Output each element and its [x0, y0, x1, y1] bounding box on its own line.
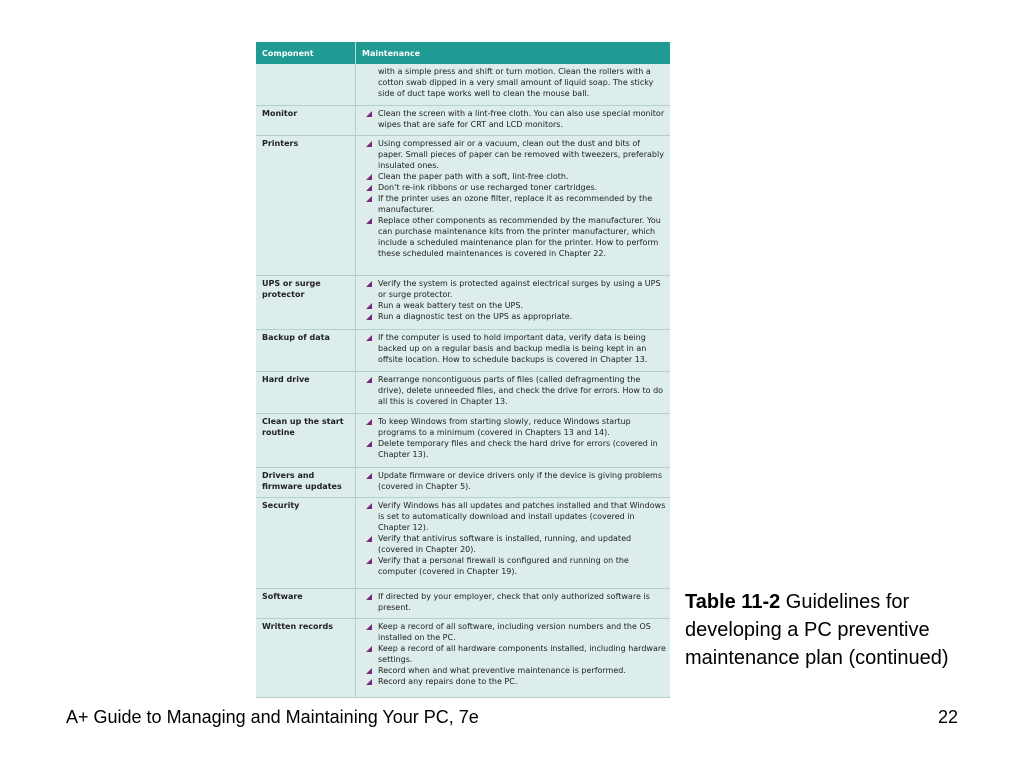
maintenance-text: Verify that a personal firewall is configured and running on the computer (covered in Chapter 19).: [378, 556, 629, 577]
maintenance-item: [360, 621, 666, 643]
bullet-triangle-icon: [366, 303, 372, 309]
maintenance-text: Keep a record of all hardware components installed, including hardware settings.: [378, 644, 666, 665]
table-row: [256, 106, 670, 136]
bullet-triangle-icon: [366, 335, 372, 341]
maintenance-item: [360, 643, 666, 665]
maintenance-cell: [356, 106, 671, 136]
caption-text: Guidelines for developing a PC preventive maintenance plan (continued): [685, 591, 949, 669]
maintenance-cell: [356, 498, 671, 589]
bullet-triangle-icon: [366, 503, 372, 509]
component-cell: Printers: [256, 135, 356, 275]
bullet-triangle-icon: [366, 473, 372, 479]
component-cell: Security: [256, 498, 356, 589]
table-row: [256, 589, 670, 619]
table-row: [256, 64, 670, 106]
maintenance-text: If the computer is used to hold important data, verify data is being backed up on a regular basis and backup media is being kept in an offsite location. How to schedule backups is covered in Chapter 13.: [378, 332, 648, 364]
component-cell: Hard drive: [256, 372, 356, 414]
maintenance-text: Using compressed air or a vacuum, clean out the dust and bits of paper. Small pieces of paper can be removed with tweezers, preferably insulated ones.: [378, 138, 664, 170]
table-caption: [685, 588, 955, 672]
maintenance-item: [360, 215, 666, 259]
component-cell: UPS or surge protector: [256, 275, 356, 329]
maintenance-item: [360, 332, 666, 365]
footer-book-title: A+ Guide to Managing and Maintaining Your PC, 7e: [66, 707, 479, 727]
maintenance-text: Verify that antivirus software is installed, running, and updated (covered in Chapter 20).: [378, 534, 632, 555]
maintenance-item: [360, 193, 666, 215]
maintenance-text: Verify Windows has all updates and patches installed and that Windows is set to automatically download and install updates (covered in Chapter 12).: [378, 501, 666, 533]
maintenance-cell: [356, 414, 671, 468]
maintenance-text: Clean the screen with a lint-free cloth. You can also use special monitor wipes that are safe for CRT and LCD monitors.: [378, 109, 665, 130]
table-row: [256, 468, 670, 498]
maintenance-item: [360, 311, 666, 322]
maintenance-cell: [356, 372, 671, 414]
table-body: [256, 64, 670, 698]
maintenance-text: Update firmware or device drivers only if the device is giving problems (covered in Chapter 5).: [378, 471, 663, 492]
caption-label: Table 11-2: [685, 591, 781, 613]
maintenance-text: Verify the system is protected against electrical surges by using a UPS or surge protector.: [378, 278, 661, 299]
maintenance-item: [360, 470, 666, 492]
table-header-row: [256, 42, 670, 64]
bullet-triangle-icon: [366, 624, 372, 630]
bullet-triangle-icon: [366, 594, 372, 600]
component-cell: Drivers and firmware updates: [256, 468, 356, 498]
maintenance-text: Record when and what preventive maintenance is performed.: [378, 666, 626, 676]
table-row: [256, 329, 670, 371]
bullet-triangle-icon: [366, 218, 372, 224]
header-component: Component: [256, 42, 356, 64]
maintenance-item: [360, 108, 666, 130]
maintenance-item: [360, 665, 666, 676]
header-maintenance: Maintenance: [356, 42, 671, 64]
bullet-triangle-icon: [366, 314, 372, 320]
bullet-triangle-icon: [366, 281, 372, 287]
maintenance-table: [256, 42, 670, 698]
maintenance-cell: [356, 468, 671, 498]
maintenance-item: [360, 138, 666, 171]
maintenance-cell: [356, 135, 671, 275]
maintenance-text: Replace other components as recommended by the manufacturer. You can purchase maintenance kits from the printer manufacturer, which include a scheduled maintenance plan for the printer. How to perform these scheduled maintenances is covered in Chapter 22.: [378, 215, 661, 258]
page-number: 22: [938, 707, 959, 727]
maintenance-text: To keep Windows from starting slowly, reduce Windows startup programs to a minimum (covered in Chapters 13 and 14).: [378, 417, 631, 438]
maintenance-item: [360, 555, 666, 577]
maintenance-item: [360, 416, 666, 438]
table-row: [256, 275, 670, 329]
bullet-triangle-icon: [366, 558, 372, 564]
bullet-triangle-icon: [366, 111, 372, 117]
maintenance-text: Keep a record of all software, including version numbers and the OS installed on the PC.: [378, 622, 651, 643]
maintenance-text: Rearrange noncontiguous parts of files (called defragmenting the drive), delete unneeded files, and check the drive for errors. How to do all this is covered in Chapter 13.: [378, 375, 664, 407]
component-cell: Backup of data: [256, 329, 356, 371]
bullet-triangle-icon: [366, 196, 372, 202]
bullet-triangle-icon: [366, 679, 372, 685]
component-cell: Written records: [256, 619, 356, 698]
table-row: [256, 135, 670, 275]
maintenance-text: Don't re-ink ribbons or use recharged toner cartridges.: [378, 182, 598, 192]
bullet-triangle-icon: [366, 419, 372, 425]
bullet-triangle-icon: [366, 536, 372, 542]
maintenance-item: [360, 374, 666, 407]
bullet-triangle-icon: [366, 377, 372, 383]
maintenance-text: Delete temporary files and check the hard drive for errors (covered in Chapter 13).: [378, 439, 658, 460]
component-cell: Monitor: [256, 106, 356, 136]
table-row: [256, 498, 670, 589]
maintenance-cell: [356, 619, 671, 698]
bullet-triangle-icon: [366, 141, 372, 147]
maintenance-item: [360, 66, 666, 99]
bullet-triangle-icon: [366, 441, 372, 447]
maintenance-cell: [356, 589, 671, 619]
maintenance-text: Run a diagnostic test on the UPS as appropriate.: [378, 311, 573, 321]
maintenance-item: [360, 676, 666, 687]
maintenance-text: Run a weak battery test on the UPS.: [378, 300, 523, 310]
table-row: [256, 414, 670, 468]
bullet-triangle-icon: [366, 668, 372, 674]
maintenance-text: Clean the paper path with a soft, lint-free cloth.: [378, 171, 569, 181]
maintenance-text: Record any repairs done to the PC.: [378, 677, 518, 687]
bullet-triangle-icon: [366, 174, 372, 180]
component-cell: [256, 64, 356, 106]
maintenance-text: with a simple press and shift or turn motion. Clean the rollers with a cotton swab dipped in a very small amount of liquid soap. The sticky side of duct tape works well to clean the mouse ball.: [378, 67, 654, 98]
maintenance-item: [360, 171, 666, 182]
component-cell: Clean up the start routine: [256, 414, 356, 468]
maintenance-item: [360, 300, 666, 311]
maintenance-text: If directed by your employer, check that only authorized software is present.: [378, 592, 650, 613]
maintenance-item: [360, 278, 666, 300]
maintenance-cell: [356, 329, 671, 371]
table-row: [256, 372, 670, 414]
maintenance-item: [360, 500, 666, 533]
maintenance-item: [360, 533, 666, 555]
bullet-triangle-icon: [366, 185, 372, 191]
maintenance-cell: [356, 275, 671, 329]
maintenance-item: [360, 438, 666, 460]
maintenance-item: [360, 591, 666, 613]
maintenance-cell: [356, 64, 671, 106]
maintenance-item: [360, 182, 666, 193]
table-row: [256, 619, 670, 698]
component-cell: Software: [256, 589, 356, 619]
bullet-triangle-icon: [366, 646, 372, 652]
maintenance-text: If the printer uses an ozone filter, replace it as recommended by the manufacturer.: [378, 193, 653, 214]
